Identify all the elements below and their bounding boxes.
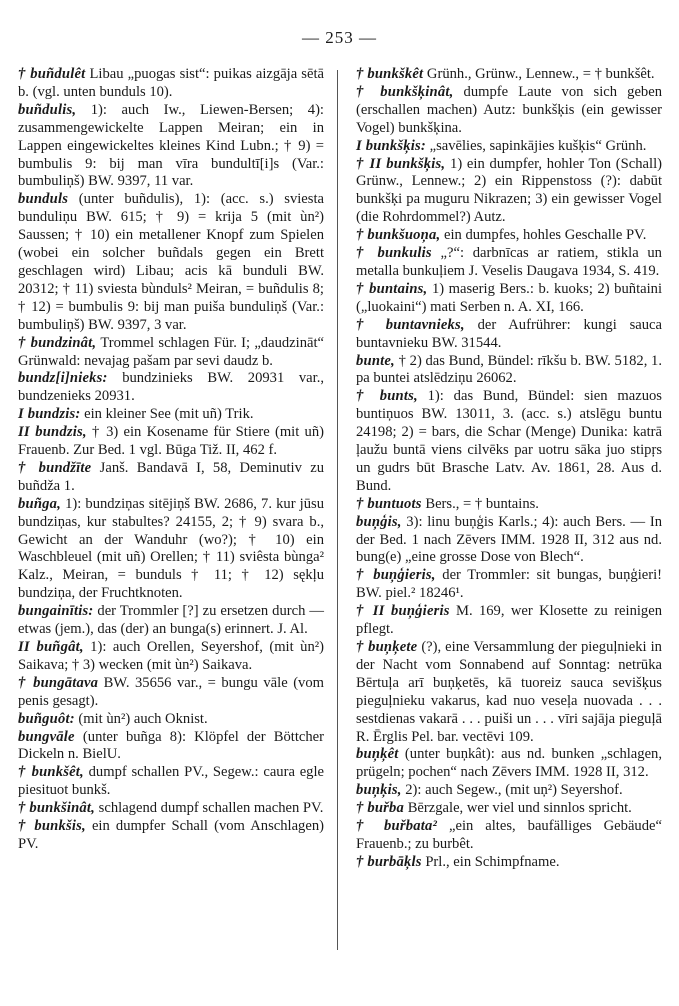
dictionary-entry (356, 567, 662, 603)
entry-headword: II bundzis, (18, 424, 87, 441)
entry-headword: I bundzis: (18, 406, 81, 423)
entry-text: „savēlies, sapinkājies kušķis“ Grünh. (425, 137, 647, 154)
entry-text: M. 169, wer Klosette zu reinigen pflegt. (356, 603, 663, 638)
right-column (356, 66, 662, 872)
dictionary-entry (356, 84, 662, 138)
entry-text: Bers., = † buntains. (421, 495, 539, 512)
entry-text: (unter buñga 8): Klöpfel der Böttcher Dickeln n. BielU. (18, 728, 324, 763)
entry-headword: † buntuots (356, 495, 422, 512)
entry-text: 1): das Bund, Bündel: sien mazuos buntiņuos BW. 13011, 3. (acc. s.) atslēgu buntu 24198; 2) = bars, die Schar (Menge) Dunika: katrā ļaužu buntā viens cilvēks par uotru sāka juo stipŗs un gudrs būt Brasche Latv. Av. 1861, 28. Aus d. Bund. (356, 388, 662, 494)
entry-text: (mit ùn²) auch Oknist. (74, 710, 208, 727)
entry-text: Prl., ein Schimpfname. (421, 853, 560, 870)
entry-headword: buñdulis, (18, 101, 77, 118)
entry-headword: † buntains, (356, 280, 428, 297)
entry-headword: † bunkšêt, (18, 764, 84, 781)
dictionary-entry (18, 406, 324, 424)
entry-headword: † bundzinât, (18, 334, 97, 351)
entry-headword: buñguôt: (18, 710, 75, 727)
entry-headword: † II buņģieris (356, 603, 450, 620)
entry-headword: buñga, (18, 495, 61, 512)
entry-headword: † II bunkšķis, (356, 155, 446, 172)
dictionary-entry (18, 764, 324, 800)
dictionary-entry (356, 800, 662, 818)
entry-headword: † buntavnieks, (356, 316, 465, 333)
left-column (18, 66, 324, 854)
entry-text: der Aufrührer: kungi sauca buntavnieku BW. 31544. (356, 316, 662, 351)
dictionary-entry (356, 353, 662, 389)
dictionary-entry (356, 854, 662, 872)
dictionary-entry (356, 156, 662, 228)
dictionary-entry (18, 729, 324, 765)
dictionary-entry (356, 227, 662, 245)
entry-text: 3): linu buņģis Karls.; 4): auch Bers. — In der Bed. 1 nach Zēvers IMM. 1928 II, 312 aus nd. bung(e) „eine grosse Dose von Blech“. (356, 513, 662, 566)
entry-text: „?“: darbnīcas ar ratiem, stikla un metalla bunkuļiem J. Veselis Daugava 1934, S. 419. (356, 245, 662, 279)
entry-text: Grünh., Grünw., Lennew., = † bunkšêt. (423, 66, 655, 82)
dictionary-entry (356, 138, 662, 156)
entry-headword: † bunkulis (356, 245, 432, 262)
dictionary-entry (356, 317, 662, 353)
dictionary-entry (356, 639, 662, 746)
entry-text: Janš. Bandavā I, 58, Deminutiv zu buñdža 1. (18, 459, 324, 494)
dictionary-entry (356, 746, 662, 782)
dictionary-entry (18, 66, 324, 102)
dictionary-entry (18, 496, 324, 603)
dictionary-entry (18, 335, 324, 371)
entry-text: Libau „puogas sist“: puikas aizgāja sētā b. (vgl. unten bunduls 10). (18, 66, 324, 100)
entry-text: (?), eine Versammlung der pieguļnieki in der Nacht vom Sonnabend auf Sonntag: netrūka Bērtuļa arī buņķetēs, kā tuoreiz sauca sevišķus pieguļnieku vakarus, kad nuo veseļa nuovada . . . sestdienas vakarā . . . puiši un . . . vīri sajāja pieguļā R. Ērglis Pel. bar. vectēvi 109. (356, 639, 662, 745)
entry-text: † 3) ein Kosename für Stiere (mit uñ) Frauenb. Zur Bed. 1 vgl. Būga Tiž. II, 462 f. (18, 424, 324, 459)
entry-headword: † bundžīte (18, 459, 92, 476)
entry-text: der Trommler [?] zu ersetzen durch — etwas (jem.), das (der) an bunga(s) erinnert. J. Al. (18, 603, 324, 638)
entry-text: 1) ein dumpfer, hohler Ton (Schall) Grünw., Lennew.; 2) ein Rippenstoss (?): dabūt bunkšķi pa muguru Nikrazen; 3) ein gewisser Vogel (die Rohrdommel?) Autz. (356, 155, 662, 226)
entry-headword: † bunkšis, (18, 818, 86, 835)
dictionary-entry (18, 370, 324, 406)
entry-headword: † buñdulêt (18, 66, 86, 82)
entry-text: bundzinieks BW. 20931 var., bundzenieks 20931. (18, 370, 324, 405)
entry-text: ein kleiner See (mit uñ) Trik. (80, 406, 254, 423)
entry-text: ein dumpfes, hohles Geschalle PV. (440, 227, 647, 244)
entry-text: 1): auch Orellen, Seyershof, (mit ùn²) Saikava; † 3) wecken (mit ùn²) Saikava. (18, 639, 324, 673)
entry-text: 2): auch Segew., (mit uņ²) Seyershof. (401, 782, 623, 799)
dictionary-entry (18, 675, 324, 711)
entry-headword: bungvāle (18, 728, 75, 745)
entry-headword: † burbāķls (356, 853, 422, 870)
entry-text: (unter buņkât): aus nd. bunken „schlagen, prügeln; pochen“ nach Zēvers IMM. 1928 II, 312. (356, 746, 662, 781)
entry-headword: † buřba (356, 800, 405, 817)
entry-headword: bundz[i]nieks: (18, 370, 108, 387)
entry-headword: † buřbata² (356, 818, 438, 835)
dictionary-entry (356, 603, 662, 639)
entry-headword: buņķêt (356, 746, 399, 763)
dictionary-entry (356, 496, 662, 514)
dictionary-entry (18, 460, 324, 496)
entry-headword: † buņģieris, (356, 567, 436, 584)
dictionary-entry (356, 245, 662, 281)
entry-headword: † bunkškêt (356, 66, 424, 82)
entry-text: BW. 35656 var., = bungu vāle (vom penis gesagt). (18, 674, 324, 709)
entry-headword: buņķis, (356, 782, 402, 799)
dictionary-entry (356, 281, 662, 317)
dictionary-entry (18, 424, 324, 460)
dictionary-entry (356, 782, 662, 800)
entry-headword: † bungātava (18, 674, 99, 691)
entry-text: dumpf schallen PV., Segew.: caura egle piesituot bunkš. (18, 764, 325, 799)
dictionary-entry (356, 66, 662, 84)
entry-headword: † bunkšķinât, (356, 83, 454, 100)
dictionary-entry (356, 818, 662, 854)
entry-text: † 2) das Bund, Bündel: rīkšu b. BW. 5182, 1. pa buntei atslēdziņu 26062. (356, 352, 662, 387)
entry-text: Trommel schlagen Für. I; „daudzināt“ Grünwald: nevajag pašam par sevi daudz b. (18, 334, 324, 369)
dictionary-entry (18, 603, 324, 639)
entry-text: (unter buñdulis), 1): (acc. s.) sviesta bunduliņu BW. 615; † 9) = krija 5 (mit ùn²) Saussen; † 10) ein metallener Knopf zum Spielen (wobei ein solcher buñdals gegen ein Brett geschlagen wird) Libau; acis kā bunduli BW. 20312; † 11) sviesta bùnduls² Meiran, = buñdulis 8; † 12) = bumbulis 9: bij man puiša bunduliņš (Var.: bumbuliņš) BW. 9397, 3 var. (18, 191, 324, 333)
entry-headword: † bunkšinât, (18, 800, 96, 817)
dictionary-entry (18, 800, 324, 818)
dictionary-entry (18, 191, 324, 334)
dictionary-entry (356, 514, 662, 568)
entry-headword: bunduls (18, 191, 69, 208)
entry-headword: I bunkšķis: (356, 137, 426, 154)
entry-text: dumpfe Laute von sich geben (erschallen machen) Autz: bunkšķis (ein gewisser Vogel) bunkšķina. (356, 83, 662, 136)
entry-text: Bērzgale, wer viel und sinnlos spricht. (404, 800, 632, 817)
dictionary-entry (18, 711, 324, 729)
entry-text: schlagend dumpf schallen machen PV. (95, 800, 324, 817)
entry-headword: † buņķete (356, 639, 418, 655)
entry-headword: † bunts, (356, 388, 418, 405)
entry-text: 1) maserig Bers.: b. kuoks; 2) buñtaini („luokaini“) mati Serben n. A. XI, 166. (356, 280, 663, 315)
entry-text: 1): bundziņas sitējiņš BW. 2686, 7. kur jūsu bundziņas, kur stabultes? 24155, 2; † 9) svara b., Gewicht an der Wanduhr (wo?); † 10) ein Waschbleuel (mit uñ) Orellen; † 11) sviêsta bùnga² Kalz., Meiran, = bunduls † 11; † 12) sękļu bundziņa, der Fruchtknoten. (18, 495, 324, 602)
dictionary-entry (356, 388, 662, 495)
entry-headword: † bunkšuoņa, (356, 227, 441, 244)
entry-text: „ein altes, baufälliges Gebäude“ Frauenb.; zu burbêt. (356, 818, 662, 852)
entry-text: der Trommler: sit bungas, buņģieri! BW. piel.² 18246¹. (356, 567, 662, 602)
entry-headword: buņģis, (356, 513, 402, 530)
dictionary-entry (18, 639, 324, 675)
entry-text: ein dumpfer Schall (vom Anschlagen) PV. (18, 818, 324, 852)
entry-headword: bunte, (356, 352, 395, 369)
entry-headword: bungainītis: (18, 603, 94, 620)
entry-text: 1): auch Iw., Liewen-Bersen; 4): zusammengewickelte Lappen Meiran; ein in Lappen eingewickeltes kleines Kind Lubn.; † 9) = bumbulis 9: bij man vīra bundultī[i]s (Var.: bumbuliņš) BW. 9397, 11 var. (18, 101, 324, 190)
column-divider (337, 70, 338, 950)
entry-headword: II buñgât, (18, 639, 84, 655)
page-number: — 253 — (302, 28, 377, 47)
dictionary-entry (18, 102, 324, 192)
dictionary-entry (18, 818, 324, 854)
